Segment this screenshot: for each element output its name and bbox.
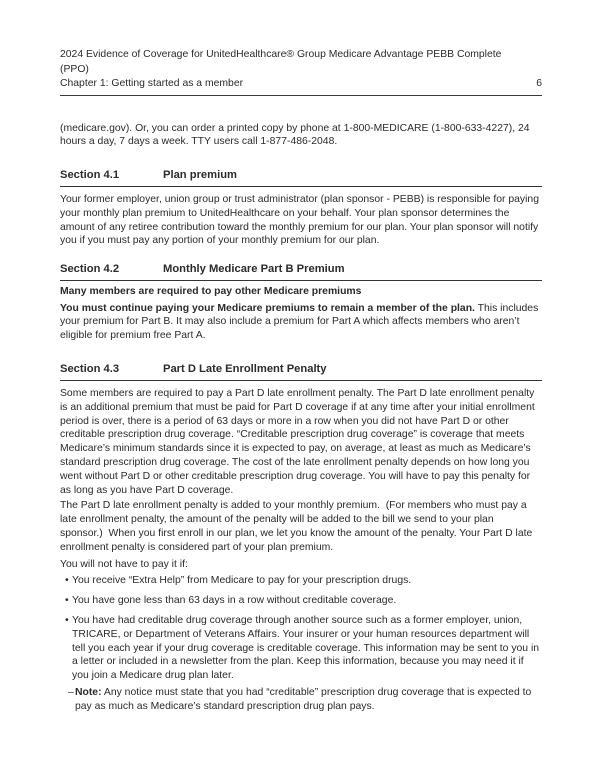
section-number: Section 4.3 <box>60 362 120 375</box>
section-4-2-paragraph <box>60 302 542 343</box>
section-title: Monthly Medicare Part B Premium <box>163 263 345 276</box>
note-text: Any notice must state that you had “creditable” prescription drug coverage that is expected to pay as much as Medicare’s standard prescription drug plan pays. <box>75 687 532 713</box>
page-header <box>60 48 542 96</box>
section-number: Section 4.2 <box>60 263 120 276</box>
bullet-list <box>60 574 542 683</box>
list-item <box>60 594 542 608</box>
list-item-text: You have had creditable drug coverage through another source such as a former employer, union, TRICARE, or Department of Veterans Affairs. Your insurer or your human resources department will tell you each year if your drug coverage is creditable coverage. This information may be sent to you in a letter or included in a newsletter from the plan. Keep this information, because you may need it if you join a Medicare drug plan later. <box>72 614 540 682</box>
note-label: Note: <box>75 687 102 699</box>
section-title: Part D Late Enrollment Penalty <box>163 362 327 375</box>
section-title: Plan premium <box>163 169 237 182</box>
section-4-3-paragraph-1: Some members are required to pay a Part D late enrollment penalty. The Part D late enrollment penalty is an additional premium that must be paid for Part D coverage if at any time after your initial enrollment period is over, there is a period of 63 days or more in a row when you did not have Part D or other creditable prescription drug coverage. “Creditable prescription drug coverage” is coverage that meets Medicare’s minimum standards since it is expected to pay, on average, at least as much as Medicare’s standard prescription drug coverage. The cost of the late enrollment penalty depends on how long you went without Part D or other creditable prescription drug coverage. You will have to pay this penalty for as long as you have Part D coverage. <box>60 387 535 496</box>
page-number: 6 <box>536 78 542 89</box>
list-item <box>60 574 542 588</box>
section-4-1-paragraph: Your former employer, union group or trust administrator (plan sponsor - PEBB) is responsible for paying your monthly plan premium to UnitedHealthcare on your behalf. Your plan sponsor determines the amount of any retiree contribution toward the monthly premium for our plan. Your plan sponsor will notify you if you must pay any portion of your monthly premium for our plan. <box>60 194 539 247</box>
document-title-line1: 2024 Evidence of Coverage for UnitedHealthcare® Group Medicare Advantage PEBB Complete <box>60 49 502 60</box>
section-4-2-subheading: Many members are required to pay other Medicare premiums <box>60 286 362 298</box>
paragraph-rest: This includes your premium for Part B. It may also include a premium for Part A which affects members who aren’t eligible for premium free Part A. <box>60 302 539 342</box>
section-4-3-heading <box>60 362 542 381</box>
bullet-icon: • <box>65 614 69 626</box>
list-item-text: You have gone less than 63 days in a row without creditable coverage. <box>72 595 397 607</box>
section-4-2-heading <box>60 262 542 281</box>
list-item-text: You receive “Extra Help” from Medicare to pay for your prescription drugs. <box>72 575 412 587</box>
section-4-1-heading <box>60 168 542 187</box>
intro-paragraph: (medicare.gov). Or, you can order a printed copy by phone at 1-800-MEDICARE (1-800-633-4227), 24 hours a day, 7 days a week. TTY users call 1-877-486-2048. <box>60 122 530 148</box>
bullet-icon: • <box>65 575 69 587</box>
list-intro: You will not have to pay it if: <box>60 558 188 570</box>
list-item <box>60 614 542 683</box>
bold-lead-in: You must continue paying your Medicare premiums to remain a member of the plan. <box>60 302 475 314</box>
chapter-title: Chapter 1: Getting started as a member <box>60 78 244 89</box>
dash-icon: – <box>68 687 74 699</box>
bullet-icon: • <box>65 595 69 607</box>
document-title-line2: (PPO) <box>60 63 89 75</box>
section-4-3-paragraph-2: The Part D late enrollment penalty is added to your monthly premium. (For members who must pay a late enrollment penalty, the amount of the penalty will be added to the bill we send to your plan sponsor.) When you first enroll in our plan, we let you know the amount of the penalty. Your Part D late enrollment penalty is considered part of your plan premium. <box>60 500 533 553</box>
section-number: Section 4.1 <box>60 169 120 182</box>
note-sub-bullet <box>68 686 542 714</box>
